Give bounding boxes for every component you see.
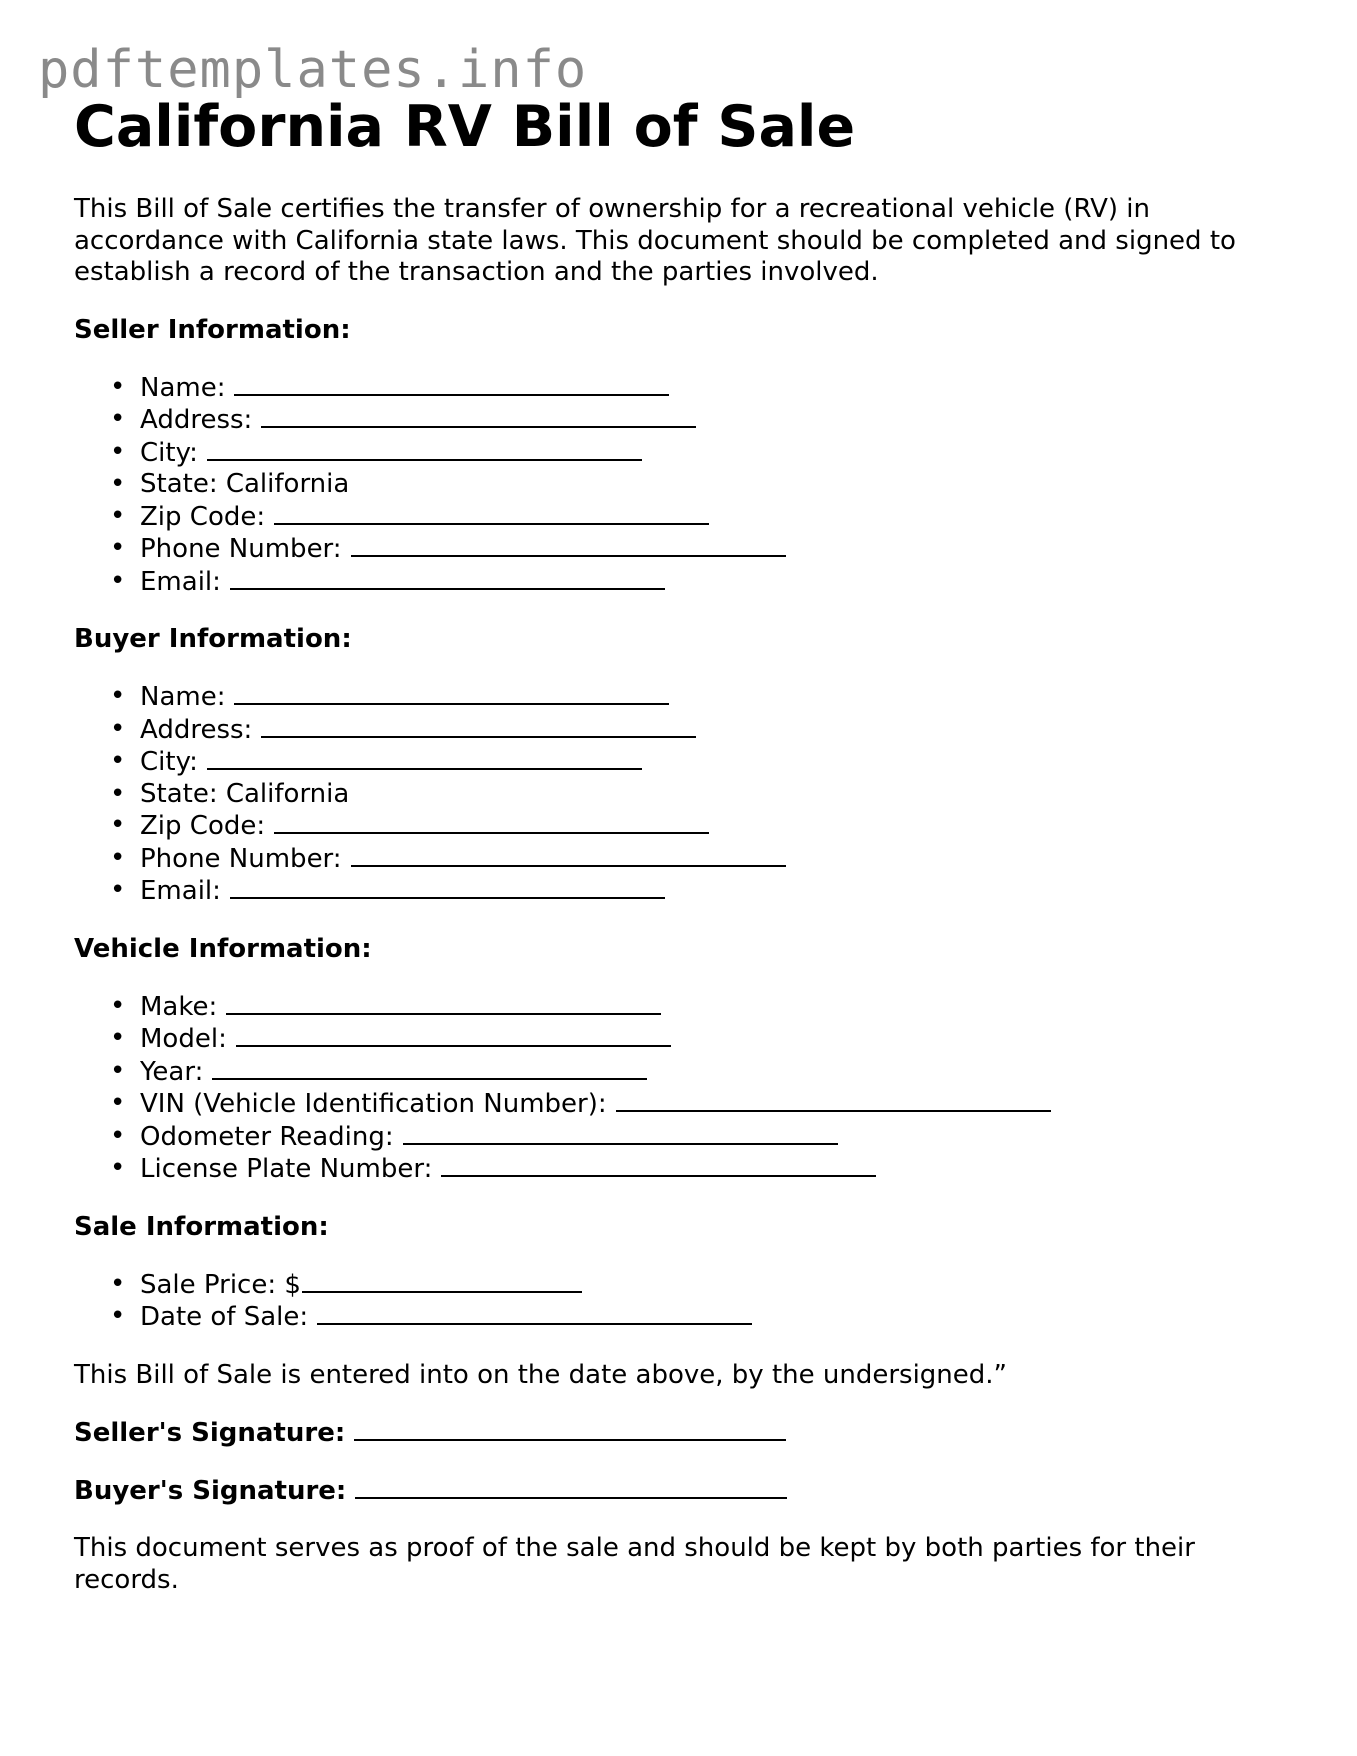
seller-signature-label: Seller's Signature: — [74, 1418, 346, 1448]
document — [74, 92, 1294, 1596]
list-item — [74, 991, 1294, 1024]
buyer-signature-blank[interactable] — [355, 1475, 787, 1499]
field-label: Phone Number: — [140, 534, 342, 564]
field-label: Address: — [140, 405, 253, 435]
field-label: License Plate Number: — [140, 1154, 433, 1184]
field-label: City: — [140, 437, 198, 468]
field-label: Address: — [140, 714, 253, 745]
seller-city-blank[interactable] — [207, 437, 642, 461]
list-item — [74, 875, 1294, 908]
sale-heading: Sale Information: — [74, 1211, 329, 1242]
list-item — [74, 404, 1294, 437]
seller-heading: Seller Information: — [74, 314, 351, 345]
vehicle-model-blank[interactable] — [236, 1023, 671, 1047]
closing-paragraph: This document serves as proof of the sale and should be kept by both parties for their records. — [74, 1533, 1195, 1595]
buyer-phone-blank[interactable] — [351, 843, 786, 867]
vehicle-year-blank[interactable] — [212, 1056, 647, 1080]
sale-date-blank[interactable] — [317, 1301, 752, 1325]
seller-zip-blank[interactable] — [274, 501, 709, 525]
seller-address-blank[interactable] — [261, 404, 696, 428]
list-item — [74, 1088, 1294, 1121]
seller-signature-blank[interactable] — [354, 1417, 786, 1441]
buyer-heading: Buyer Information: — [74, 624, 352, 654]
field-label: Name: — [140, 682, 226, 712]
list-item — [74, 1056, 1294, 1089]
list-item — [74, 372, 1294, 405]
vehicle-plate-blank[interactable] — [441, 1153, 876, 1177]
buyer-name-blank[interactable] — [234, 681, 669, 705]
field-label: Zip Code: — [140, 501, 266, 532]
seller-fields — [74, 372, 1294, 599]
field-label: State: California — [140, 778, 350, 809]
list-item — [74, 1153, 1294, 1186]
field-label: State: California — [140, 469, 350, 499]
field-label: Year: — [140, 1056, 204, 1087]
seller-phone-blank[interactable] — [351, 533, 786, 557]
agreement-paragraph: This Bill of Sale is entered into on the date above, by the undersigned.” — [74, 1359, 1008, 1390]
buyer-address-blank[interactable] — [261, 714, 696, 738]
page-title: California RV Bill of Sale — [74, 94, 856, 160]
buyer-signature-label: Buyer's Signature: — [74, 1476, 347, 1506]
vehicle-heading: Vehicle Information: — [74, 933, 372, 964]
field-label: Make: — [140, 991, 218, 1022]
list-item — [74, 746, 1294, 779]
vehicle-vin-blank[interactable] — [616, 1088, 1051, 1112]
list-item — [74, 469, 1294, 501]
buyer-email-blank[interactable] — [230, 875, 665, 899]
list-item — [74, 1269, 1294, 1302]
vehicle-odometer-blank[interactable] — [403, 1121, 838, 1145]
field-label: Sale Price: $ — [140, 1269, 301, 1300]
field-label: Phone Number: — [140, 843, 342, 874]
intro-paragraph: This Bill of Sale certifies the transfer of ownership for a recreational vehicle (RV) in accordance with California state laws. This document should be completed and signed to establish a record of the transaction and the parties involved. — [74, 194, 1236, 287]
list-item — [74, 501, 1294, 534]
list-item — [74, 566, 1294, 599]
list-item — [74, 1023, 1294, 1056]
list-item — [74, 714, 1294, 747]
list-item — [74, 843, 1294, 876]
buyer-city-blank[interactable] — [207, 746, 642, 770]
field-label: Email: — [140, 876, 221, 906]
sale-price-blank[interactable] — [302, 1269, 582, 1293]
field-label: Zip Code: — [140, 811, 266, 841]
watermark: pdftemplates.info — [38, 40, 588, 100]
field-label: Model: — [140, 1024, 227, 1054]
list-item — [74, 681, 1294, 714]
vehicle-make-blank[interactable] — [226, 991, 661, 1015]
list-item — [74, 779, 1294, 811]
field-label: Odometer Reading: — [140, 1121, 394, 1152]
field-label: Name: — [140, 372, 226, 403]
seller-name-blank[interactable] — [234, 372, 669, 396]
field-label: Date of Sale: — [140, 1302, 309, 1332]
list-item — [74, 1121, 1294, 1154]
field-label: Email: — [140, 566, 221, 597]
seller-signature-row — [74, 1417, 1294, 1449]
list-item — [74, 533, 1294, 566]
buyer-fields — [74, 681, 1294, 908]
seller-email-blank[interactable] — [230, 566, 665, 590]
field-label: City: — [140, 747, 198, 777]
vehicle-fields — [74, 991, 1294, 1186]
buyer-zip-blank[interactable] — [274, 810, 709, 834]
list-item — [74, 1301, 1294, 1334]
list-item — [74, 810, 1294, 843]
buyer-signature-row — [74, 1475, 1294, 1507]
sale-fields — [74, 1269, 1294, 1334]
list-item — [74, 437, 1294, 470]
field-label: VIN (Vehicle Identification Number): — [140, 1089, 607, 1119]
